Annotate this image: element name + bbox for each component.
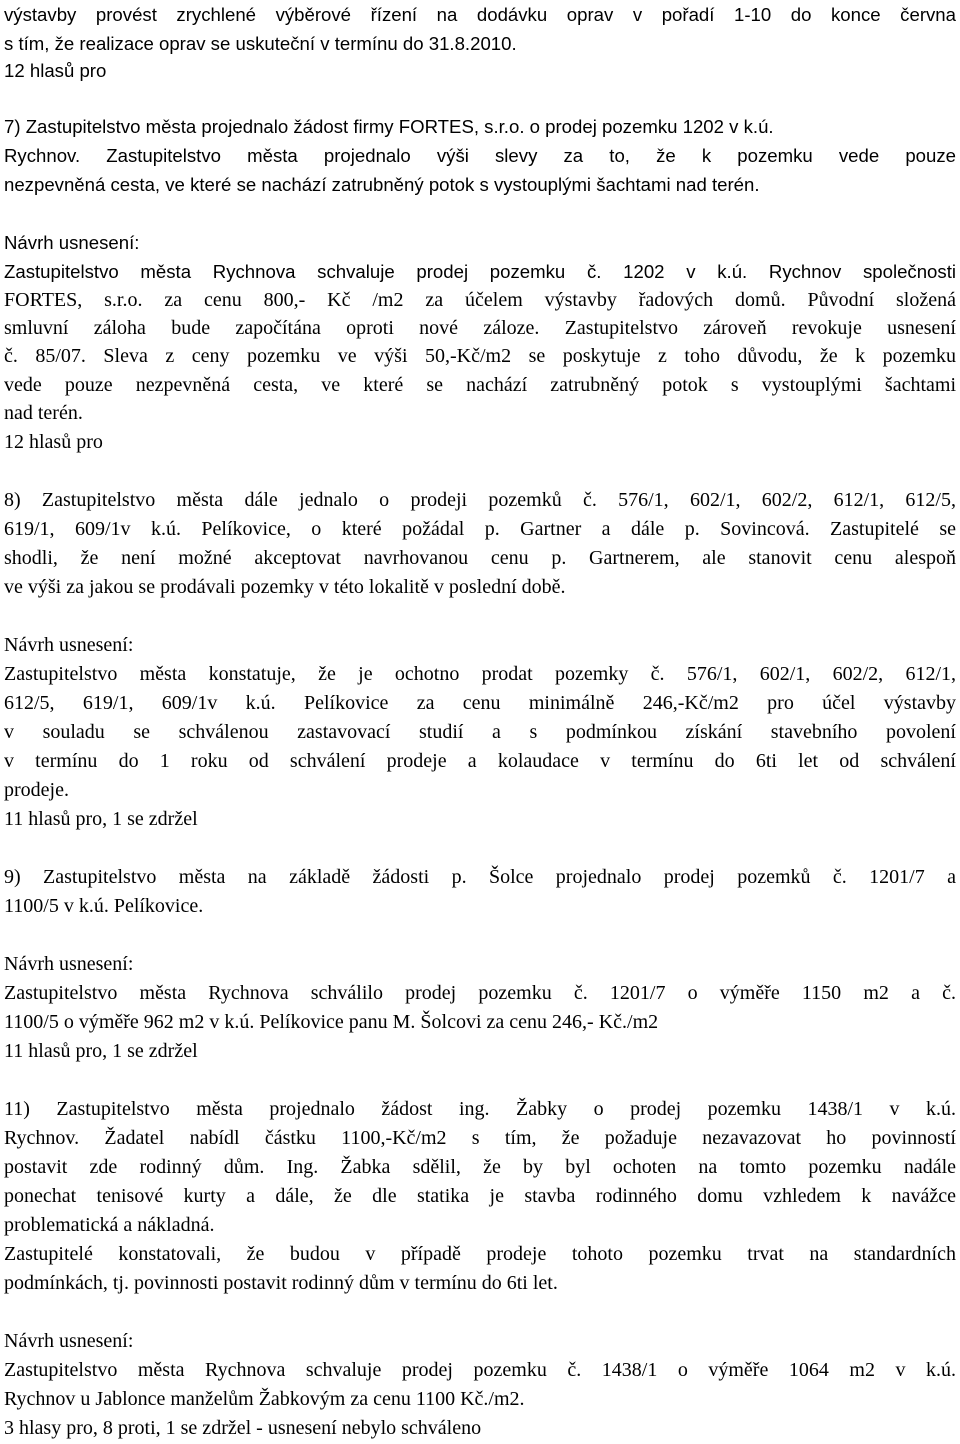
- text-line: Rychnov. Zastupitelstvo města projednalo výši slevy za to, že k pozemku vede pouze: [4, 145, 956, 166]
- text-line: 12 hlasů pro: [4, 60, 107, 81]
- vote-result: 3 hlasy pro, 8 proti, 1 se zdržel - usnesení nebylo schváleno: [4, 1417, 482, 1439]
- text-line: 9) Zastupitelstvo města na základě žádosti p. Šolce projednalo prodej pozemků č. 1201/7 a: [4, 866, 956, 888]
- text-line: 612/5, 619/1, 609/1v k.ú. Pelíkovice za cenu minimálně 246,-Kč/m2 pro účel výstavby: [4, 692, 956, 714]
- text-line: ve výši za jakou se prodávali pozemky v této lokalitě v poslední době.: [4, 576, 566, 598]
- text-line: FORTES, s.r.o. za cenu 800,- Kč /m2 za účelem výstavby řadových domů. Původní složená: [4, 289, 956, 311]
- text-line: 8) Zastupitelstvo města dále jednalo o prodeji pozemků č. 576/1, 602/1, 602/2, 612/1, 612/5,: [4, 489, 956, 511]
- text-line: 1100/5 o výměře 962 m2 v k.ú. Pelíkovice panu M. Šolcovi za cenu 246,- Kč./m2: [4, 1011, 659, 1033]
- text-line: Rychnov u Jablonce manželům Žabkovým za cenu 1100 Kč./m2.: [4, 1388, 525, 1410]
- vote-result: 12 hlasů pro: [4, 431, 103, 453]
- text-line: Rychnov. Žadatel nabídl částku 1100,-Kč/m2 s tím, že požaduje nezavazovat ho povinností: [4, 1127, 956, 1149]
- vote-result: 11 hlasů pro, 1 se zdržel: [4, 808, 198, 830]
- text-line: nezpevněná cesta, ve které se nachází zatrubněný potok s vystouplými šachtami nad terén.: [4, 174, 760, 195]
- text-line: podmínkách, tj. povinnosti postavit rodinný dům v termínu do 6ti let.: [4, 1272, 558, 1294]
- text-line: s tím, že realizace oprav se uskuteční v termínu do 31.8.2010.: [4, 33, 517, 54]
- text-line: problematická a nákladná.: [4, 1214, 215, 1236]
- text-line: smluvní záloha bude započítána oproti nové záloze. Zastupitelstvo zároveň revokuje usnesení: [4, 317, 956, 339]
- text-line: prodeje.: [4, 779, 69, 801]
- text-line: 619/1, 609/1v k.ú. Pelíkovice, o které požádal p. Gartner a dále p. Sovincová. Zastupitelé se: [4, 518, 956, 540]
- text-line: Zastupitelé konstatovali, že budou v případě prodeje tohoto pozemku trvat na standardních: [4, 1243, 956, 1265]
- section-heading: Návrh usnesení:: [4, 634, 134, 656]
- text-line: 11) Zastupitelstvo města projednalo žádost ing. Žabky o prodej pozemku 1438/1 v k.ú.: [4, 1098, 956, 1120]
- text-line: shodli, že není možné akceptovat navrhovanou cenu p. Gartnerem, ale stanovit cenu alespoň: [4, 547, 956, 569]
- text-line: č. 85/07. Sleva z ceny pozemku ve výši 50,-Kč/m2 se poskytuje z toho důvodu, že k pozemku: [4, 345, 956, 367]
- vote-result: 11 hlasů pro, 1 se zdržel: [4, 1040, 198, 1062]
- text-line: postavit zde rodinný dům. Ing. Žabka sdělil, že by byl ochoten na tomto pozemku nadále: [4, 1156, 956, 1178]
- text-line: ponechat tenisové kurty a dále, že dle statika je stavba rodinného domu vzhledem k navážce: [4, 1185, 956, 1207]
- text-line: výstavby provést zrychlené výběrové řízení na dodávku oprav v pořadí 1-10 do konce června: [4, 4, 956, 25]
- text-line: v souladu se schválenou zastavovací studií a s podmínkou získání stavebního povolení: [4, 721, 956, 743]
- text-line: vede pouze nezpevněná cesta, ve které se nachází zatrubněný potok s vystouplými šachtami: [4, 374, 956, 396]
- section-heading: Návrh usnesení:: [4, 1330, 134, 1352]
- text-line: nad terén.: [4, 402, 83, 424]
- section-heading: Návrh usnesení:: [4, 232, 140, 253]
- text-line: 1100/5 v k.ú. Pelíkovice.: [4, 895, 204, 917]
- text-line: Zastupitelstvo města Rychnova schvaluje prodej pozemku č. 1438/1 o výměře 1064 m2 v k.ú.: [4, 1359, 956, 1381]
- text-line: Zastupitelstvo města Rychnova schvaluje prodej pozemku č. 1202 v k.ú. Rychnov společnosti: [4, 261, 956, 282]
- text-line: 7) Zastupitelstvo města projednalo žádost firmy FORTES, s.r.o. o prodej pozemku 1202 v k.ú.: [4, 116, 774, 137]
- section-heading: Návrh usnesení:: [4, 953, 134, 975]
- text-line: Zastupitelstvo města konstatuje, že je ochotno prodat pozemky č. 576/1, 602/1, 602/2, 612/1,: [4, 663, 956, 685]
- text-line: Zastupitelstvo města Rychnova schválilo prodej pozemku č. 1201/7 o výměře 1150 m2 a č.: [4, 982, 956, 1004]
- text-line: v termínu do 1 roku od schválení prodeje a kolaudace v termínu do 6ti let od schválení: [4, 750, 956, 772]
